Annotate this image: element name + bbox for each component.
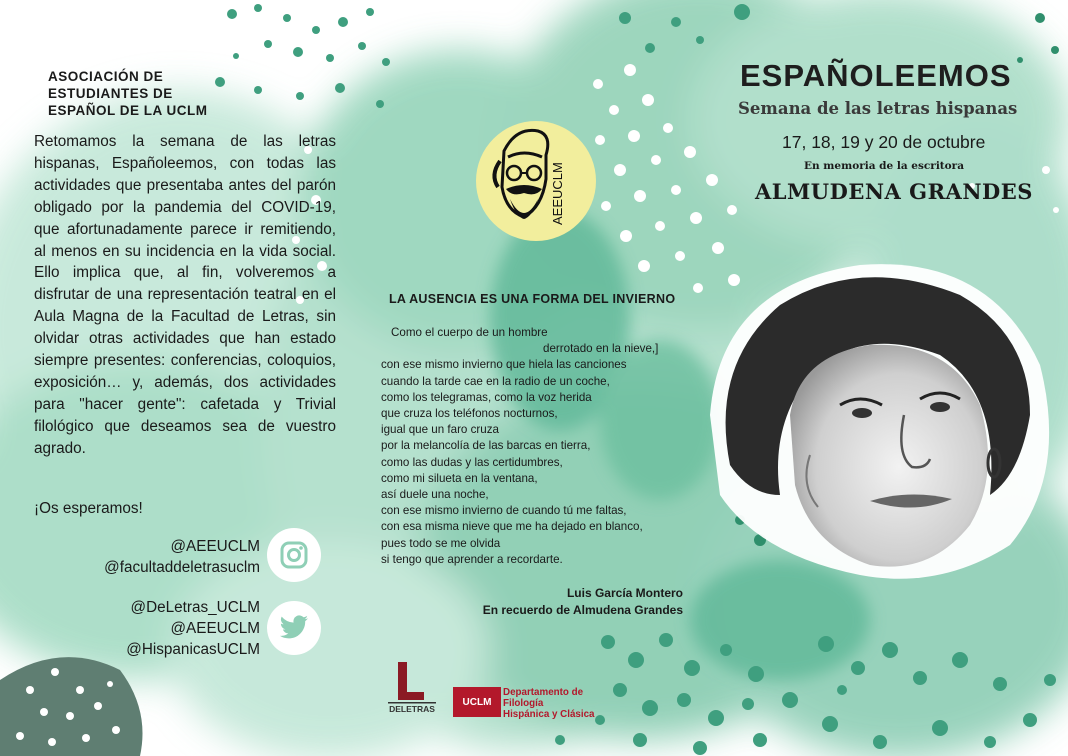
poem-line: como mi silueta en la ventana, [381,471,538,485]
poem-text [381,325,691,568]
signature-author: Luis García Montero [566,586,683,600]
intro-paragraph: Retomamos la semana de las letras hispanas, Españoleemos, con todas las actividades que presentaba antes del parón obligado por la pandemia del COVID-19, que afortunadamente parece ir remitiendo, al menos en su incidencia en la vida social. Ello implica que, al fin, volveremos a disfrutar de una representación teatral en el Aula Magna de la Facultad de Letras, sin olvidar otras actividades que han estado siempre presentes: conferencias, coloquios, exposición… y, además, dos actividades para "hacer gente": cafetada y Trivial filológico que deseamos sea de vuestro agrado. [34,133,336,457]
poem-line: pues todo se me olvida [381,536,501,550]
poem-line: que cruza los teléfonos nocturnos, [381,407,558,421]
logo-text: AEEUCLM [550,162,565,225]
association-name [48,68,288,119]
association-line: ASOCIACIÓN DE [48,69,164,84]
poem-line: con ese mismo invierno que hiela las canciones [381,358,627,372]
association-line: ESPAÑOL DE LA UCLM [48,103,208,118]
handle-link[interactable]: @AEEUCLM [170,538,260,555]
deletras-logo [386,660,438,720]
event-title: ESPAÑOLEEMOS [740,58,1012,93]
poem-line: con esa misma nieve que me ha dejado en blanco, [381,520,643,534]
deletras-text: DELETRAS [389,704,435,714]
aeeuclm-logo [476,121,596,241]
poem-line: como las dudas y las certidumbres, [381,455,563,469]
poem-line: derrotado en la nieve,] [543,342,659,356]
twitter-icon[interactable] [267,601,321,655]
instagram-icon[interactable] [267,528,321,582]
signature-dedication: En recuerdo de Almudena Grandes [482,603,683,617]
poem-signature [483,585,683,619]
poem-line: si tengo que aprender a recordarte. [381,552,563,566]
portrait-illustration [690,245,1068,595]
dept-line: Departamento de [503,687,584,698]
association-line: ESTUDIANTES DE [48,86,173,101]
poem-line: por la melancolía de las barcas en tierra, [381,439,591,453]
handle-link[interactable]: @DeLetras_UCLM [130,599,260,616]
poem-line: Como el cuerpo de un hombre [391,326,548,339]
closing-text: ¡Os esperamos! [34,500,143,517]
event-dates: 17, 18, 19 y 20 de octubre [782,132,986,152]
poem-line: así duele una noche, [381,488,489,502]
twitter-handles [126,597,260,660]
handle-link[interactable]: @AEEUCLM [170,620,260,637]
memoria-caption: En memoria de la escritora [804,160,964,172]
uclm-logo: UCLM [453,687,501,717]
handle-link[interactable]: @facultaddeletrasuclm [104,559,260,576]
honoree-name: ALMUDENA GRANDES [755,179,1033,204]
poem-title: LA AUSENCIA ES UNA FORMA DEL INVIERNO [389,292,676,306]
dept-line: Filología [503,698,544,709]
poem-line: con ese mismo invierno de cuando tú me faltas, [381,504,627,518]
poem-line: cuando la tarde cae en la radio de un coche, [381,374,610,388]
instagram-handles [104,536,260,578]
dept-line: Hispánica y Clásica [503,709,595,720]
poem-line: igual que un faro cruza [381,423,499,437]
event-subtitle: Semana de las letras hispanas [738,99,1018,118]
handle-link[interactable]: @HispanicasUCLM [126,641,260,658]
department-name [503,687,595,720]
poem-line: como los telegramas, como la voz herida [381,390,592,404]
